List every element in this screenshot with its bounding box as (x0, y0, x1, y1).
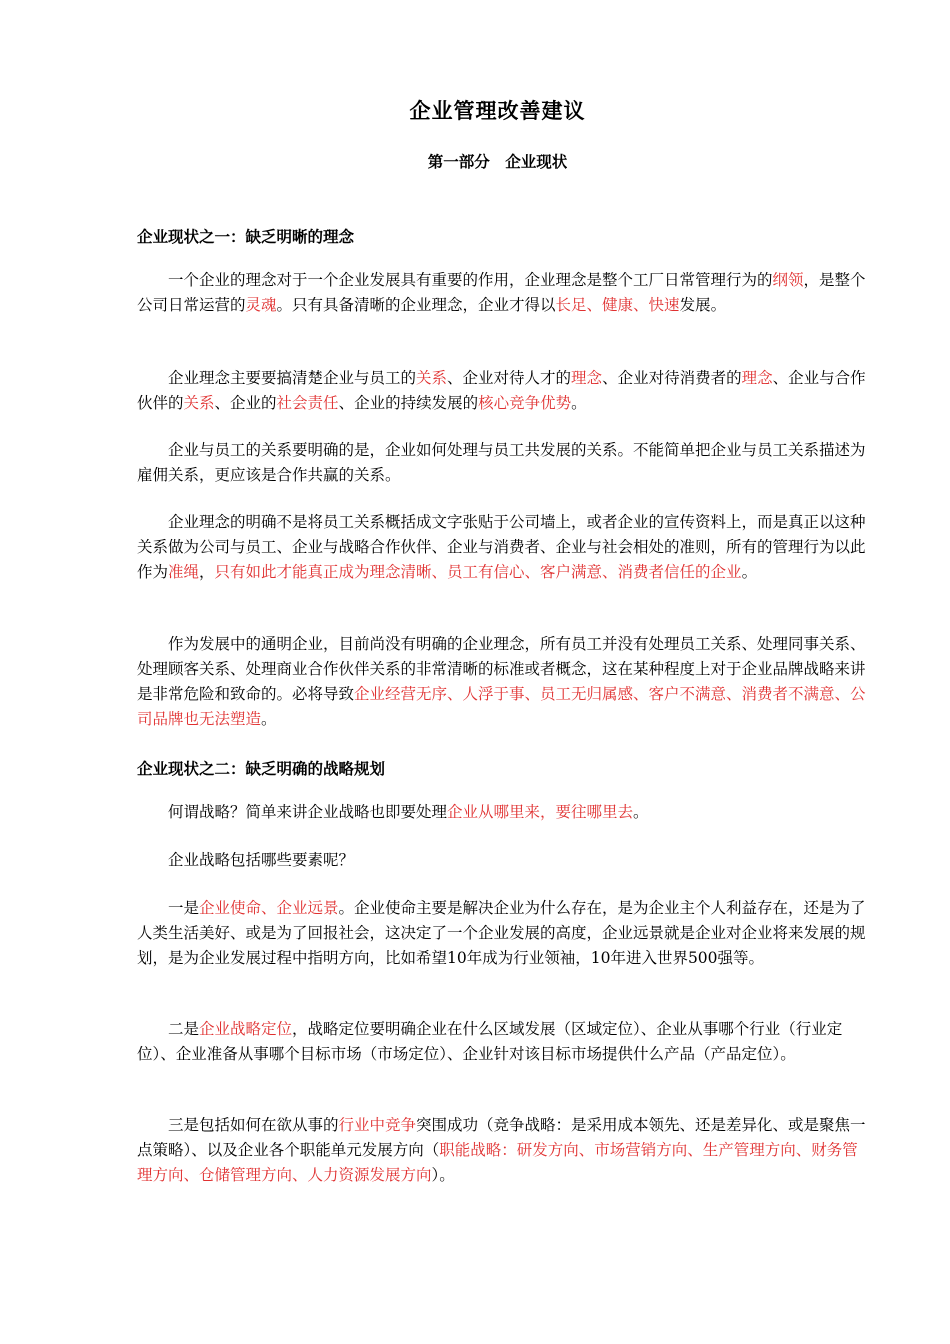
highlighted-text: 纲领 (772, 271, 804, 289)
paragraph (137, 632, 873, 732)
body-text: 。企业使命主要是解决企业为什么存在，是为企业主个人利益存在，还是为了人类生活美好、或是为了回报社会，这决定了一个企业发展的高度，企业远景就是企业对企业将来发展的规划，是为企业发展过程中指明方向，比如希望10年成为行业领袖，10年进入世界500强等。 (137, 899, 866, 967)
highlighted-text: 企业使命、企业远景 (199, 899, 339, 917)
body-text: 、企业的持续发展的 (338, 394, 479, 412)
highlighted-text: 只有如此才能真正成为理念清晰、员工有信心、客户满意、消费者信任的企业 (214, 563, 742, 581)
body-text: 。只有具备清晰的企业理念，企业才得以 (276, 296, 556, 314)
body-text: 企业与员工的关系要明确的是，企业如何处理与员工共发展的关系。不能简单把企业与员工关系描述为雇佣关系，更应该是合作共赢的关系。 (137, 441, 866, 484)
highlighted-text: 企业经营无序、人浮于事、员工无归属感、客户不满意、消费者不满意、公司品牌也无法塑造 (137, 685, 866, 728)
body-text: ）。 (431, 1166, 455, 1184)
body-text: 、企业与合作伙伴的 (137, 369, 866, 412)
highlighted-text: 企业从哪里来，要往哪里去 (447, 803, 634, 821)
body-text: 、企业对待人才的 (447, 369, 572, 387)
highlighted-text: 准绳 (168, 563, 200, 581)
paragraph (137, 1113, 873, 1188)
body-text: 。 (261, 710, 277, 728)
paragraph (137, 896, 873, 971)
highlighted-text: 长足、健康、快速 (555, 296, 680, 314)
highlighted-text: 关系 (183, 394, 215, 412)
body-text: 企业理念的明确不是将员工关系概括成文字张贴于公司墙上，或者企业的宣传资料上，而是真正以这种关系做为公司与员工、企业与战略合作伙伴、企业与消费者、企业与社会相处的准则，所有的管理行为以此作为 (137, 513, 866, 581)
paragraph (137, 510, 873, 585)
section-heading-2: 企业现状之二：缺乏明确的战略规划 (137, 760, 386, 778)
body-text: 三是包括如何在欲从事的 (137, 1116, 339, 1134)
body-text: 作为发展中的通明企业，目前尚没有明确的企业理念，所有员工并没有处理员工关系、处理同事关系、处理顾客关系、处理商业合作伙伴关系的非常清晰的标准或者概念，这在某种程度上对于企业品牌战略来讲是非常危险和致命的。必将导致 (137, 635, 866, 703)
highlighted-text: 职能战略：研发方向、市场营销方向、生产管理方向、财务管理方向、仓储管理方向、人力资源发展方向 (137, 1141, 858, 1184)
body-text: ，是整个公司日常运营的 (137, 271, 866, 314)
paragraph (137, 1017, 873, 1067)
paragraph (137, 438, 873, 488)
highlighted-text: 灵魂 (245, 296, 277, 314)
highlighted-text: 社会责任 (276, 394, 339, 412)
paragraph (137, 268, 873, 318)
body-text: 企业战略包括哪些要素呢？ (137, 851, 355, 869)
body-text: 、企业的 (214, 394, 277, 412)
body-text: 发展。 (679, 296, 727, 314)
highlighted-text: 企业战略定位 (199, 1020, 293, 1038)
body-text: 。 (741, 563, 758, 581)
highlighted-text: 核心竞争优势 (478, 394, 572, 412)
section-heading-1: 企业现状之一：缺乏明晰的理念 (137, 228, 355, 246)
body-text: ， (199, 563, 215, 581)
document-title: 企业管理改善建议 (409, 99, 586, 123)
body-text: 、企业对待消费者的 (602, 369, 742, 387)
body-text: ，战略定位要明确企业在什么区域发展（区域定位）、企业从事哪个行业（行业定位）、企业准备从事哪个目标市场（市场定位）、企业针对该目标市场提供什么产品（产品定位）。 (137, 1020, 843, 1063)
body-text: 。 (633, 803, 649, 821)
part-title: 第一部分 企业现状 (427, 153, 568, 171)
paragraph (137, 848, 873, 873)
paragraph (137, 366, 873, 416)
body-text: 何谓战略？简单来讲企业战略也即要处理 (137, 803, 448, 821)
highlighted-text: 行业中竞争 (338, 1116, 417, 1134)
highlighted-text: 关系 (416, 369, 448, 387)
body-text: 。 (571, 394, 587, 412)
body-text: 突围成功（竞争战略：是采用成本领先、还是差异化、或是聚焦一点策略）、以及企业各个职能单元发展方向（ (137, 1116, 866, 1159)
body-text: 一个企业的理念对于一个企业发展具有重要的作用，企业理念是整个工厂日常管理行为的 (137, 271, 773, 289)
paragraph (137, 800, 873, 825)
body-text: 二是 (137, 1020, 200, 1038)
highlighted-text: 理念 (571, 369, 603, 387)
body-text: 一是 (137, 899, 200, 917)
body-text: 企业理念主要要搞清楚企业与员工的 (137, 369, 417, 387)
highlighted-text: 理念 (741, 369, 773, 387)
